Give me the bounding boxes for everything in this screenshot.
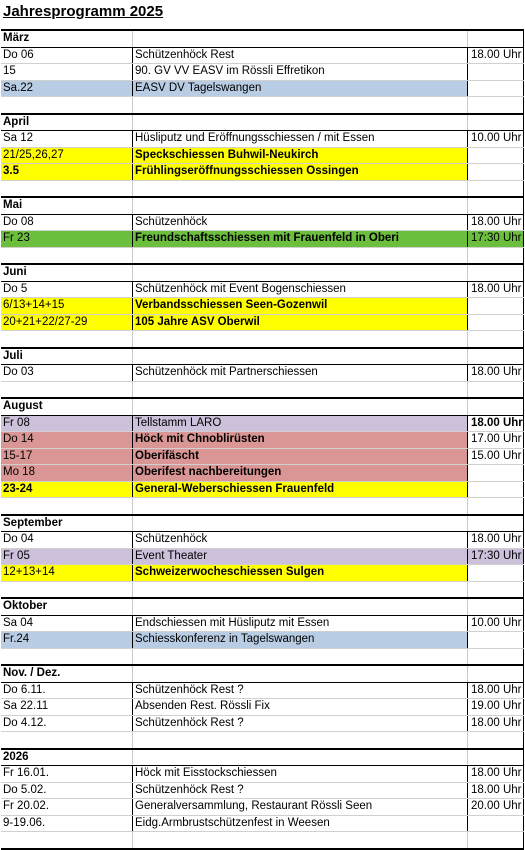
table-row: [1, 682, 524, 699]
time-cell: [467, 64, 524, 80]
date-cell: Sa 22.11: [3, 700, 49, 712]
event-cell: 90. GV VV EASV im Rössli Effretikon: [132, 64, 467, 80]
time-cell: [467, 298, 524, 314]
empty-cell: [467, 599, 524, 615]
date-cell: 15: [3, 65, 16, 77]
empty-cell: [467, 382, 524, 398]
spacer-row: [1, 330, 524, 347]
table-row: [1, 47, 524, 64]
empty-cell: [467, 181, 524, 197]
event-cell: 105 Jahre ASV Oberwil: [132, 315, 467, 331]
empty-cell: [467, 832, 524, 848]
event-cell: Schiesskonferenz in Tagelswangen: [132, 632, 467, 648]
schedule-table: [1, 29, 524, 850]
empty-cell: [132, 97, 467, 113]
empty-cell: [132, 582, 467, 598]
date-cell: 23-24: [1, 482, 132, 498]
table-row: [1, 615, 524, 632]
table-row: [1, 281, 524, 298]
section-header: [1, 347, 524, 365]
event-cell: Schützenhöck: [132, 215, 467, 231]
date-cell: Do 5: [3, 282, 28, 295]
event-cell: Absenden Rest. Rössli Fix: [132, 699, 467, 715]
date-cell: Do 03: [3, 366, 34, 378]
event-cell: Schützenhöck mit Partnerschiessen: [132, 365, 467, 381]
time-cell: 18.00 Uhr: [467, 215, 524, 231]
empty-cell: [1, 248, 132, 264]
table-bottom-border: [1, 848, 524, 850]
event-cell: Frühlingseröffnungsschiessen Ossingen: [132, 164, 467, 180]
section-header: [1, 748, 524, 766]
event-cell: Höck mit Eisstockschiessen: [132, 766, 467, 782]
date-cell: Fr 08: [1, 416, 132, 432]
time-cell: 18.00 Uhr: [467, 683, 524, 699]
event-cell: Höck mit Chnoblirüsten: [132, 432, 467, 448]
empty-cell: [467, 750, 524, 766]
section-title: Nov. / Dez.: [3, 667, 61, 679]
empty-cell: [132, 649, 467, 665]
section-title: Oktober: [3, 600, 48, 612]
empty-cell: [132, 832, 467, 848]
time-cell: 18.00 Uhr: [467, 365, 524, 381]
date-cell: 6/13+14+15: [1, 298, 132, 314]
date-cell: Fr 05: [1, 549, 132, 565]
empty-cell: [132, 331, 467, 347]
spacer-row: [1, 648, 524, 665]
empty-cell: [467, 31, 524, 47]
event-cell: Schützenhöck Rest ?: [132, 716, 467, 732]
spacer-row: [1, 96, 524, 113]
table-row: [1, 698, 524, 715]
date-cell: Do 14: [1, 432, 132, 448]
empty-cell: [467, 97, 524, 113]
time-cell: [467, 482, 524, 498]
empty-cell: [132, 399, 467, 415]
empty-cell: [1, 382, 132, 398]
section-header: [1, 113, 524, 131]
time-cell: [467, 148, 524, 164]
empty-cell: [132, 31, 467, 47]
empty-cell: [132, 599, 467, 615]
time-cell: [467, 816, 524, 832]
spacer-row: [1, 831, 524, 848]
empty-cell: [467, 248, 524, 264]
empty-cell: [132, 732, 467, 748]
empty-cell: [467, 516, 524, 532]
date-cell: Do 08: [3, 215, 34, 228]
table-row: [1, 415, 524, 432]
section-title: März: [3, 32, 30, 44]
table-row: [1, 147, 524, 164]
time-cell: 15.00 Uhr: [467, 449, 524, 465]
empty-cell: [132, 666, 467, 682]
empty-cell: [1, 181, 132, 197]
empty-cell: [467, 198, 524, 214]
empty-cell: [132, 115, 467, 131]
time-cell: 18.00 Uhr: [467, 416, 524, 432]
empty-cell: [1, 732, 132, 748]
section-header: [1, 397, 524, 415]
time-cell: 20.00 Uhr: [467, 799, 524, 815]
event-cell: Oberifest nachbereitungen: [132, 465, 467, 481]
event-cell: Tellstamm LARO: [132, 416, 467, 432]
spacer-row: [1, 381, 524, 398]
section-header: [1, 196, 524, 214]
table-row: [1, 130, 524, 147]
empty-cell: [1, 331, 132, 347]
section-title: Juli: [3, 349, 23, 362]
table-row: [1, 431, 524, 448]
date-cell: Do 4.12.: [3, 716, 47, 729]
date-cell: Do 06: [3, 48, 34, 61]
date-cell: Do 04: [3, 533, 34, 545]
empty-cell: [132, 498, 467, 514]
table-row: [1, 63, 524, 80]
date-cell: Sa.22: [1, 81, 132, 97]
date-cell: Do 5.02.: [3, 783, 47, 796]
empty-cell: [467, 115, 524, 131]
time-cell: 17:30 Uhr: [467, 231, 524, 247]
table-row: [1, 163, 524, 180]
date-cell: 12+13+14: [1, 565, 132, 581]
time-cell: [467, 465, 524, 481]
empty-cell: [467, 582, 524, 598]
section-header: [1, 514, 524, 532]
date-cell: Fr.24: [1, 632, 132, 648]
empty-cell: [132, 248, 467, 264]
date-cell: Mo 18: [1, 465, 132, 481]
table-row: [1, 481, 524, 498]
event-cell: Speckschiessen Buhwil-Neukirch: [132, 148, 467, 164]
time-cell: 18.00 Uhr: [467, 282, 524, 298]
empty-cell: [132, 265, 467, 281]
empty-cell: [1, 649, 132, 665]
time-cell: 18.00 Uhr: [467, 532, 524, 548]
table-row: [1, 314, 524, 331]
section-title: Mai: [3, 199, 23, 211]
time-cell: 17.00 Uhr: [467, 432, 524, 448]
empty-cell: [467, 498, 524, 514]
table-row: [1, 214, 524, 231]
time-cell: [467, 565, 524, 581]
table-row: [1, 297, 524, 314]
empty-cell: [132, 382, 467, 398]
empty-cell: [132, 349, 467, 365]
date-cell: 9-19.06.: [3, 816, 46, 829]
empty-cell: [132, 516, 467, 532]
table-row: [1, 715, 524, 732]
section-header: [1, 29, 524, 47]
time-cell: 10.00 Uhr: [467, 131, 524, 147]
date-cell: Sa 12: [3, 132, 34, 144]
empty-cell: [467, 666, 524, 682]
time-cell: 17:30 Uhr: [467, 549, 524, 565]
event-cell: Verbandsschiessen Seen-Gozenwil: [132, 298, 467, 314]
table-row: [1, 80, 524, 97]
empty-cell: [467, 399, 524, 415]
empty-cell: [1, 582, 132, 598]
section-title: September: [3, 516, 63, 529]
time-cell: 18.00 Uhr: [467, 48, 524, 64]
empty-cell: [1, 97, 132, 113]
date-cell: 3.5: [1, 164, 132, 180]
empty-cell: [132, 750, 467, 766]
date-cell: Fr 23: [1, 231, 132, 247]
empty-cell: [467, 265, 524, 281]
table-row: [1, 798, 524, 815]
event-cell: Schützenhöck Rest ?: [132, 783, 467, 799]
time-cell: [467, 81, 524, 97]
time-cell: 18.00 Uhr: [467, 716, 524, 732]
event-cell: General-Weberschiessen Frauenfeld: [132, 482, 467, 498]
section-header: [1, 664, 524, 682]
time-cell: 18.00 Uhr: [467, 783, 524, 799]
date-cell: 15-17: [1, 449, 132, 465]
spacer-row: [1, 731, 524, 748]
time-cell: [467, 632, 524, 648]
event-cell: Generalversammlung, Restaurant Rössli Seen: [132, 799, 467, 815]
table-row: [1, 548, 524, 565]
event-cell: Schweizerwocheschiessen Sulgen: [132, 565, 467, 581]
section-title: April: [3, 115, 30, 128]
event-cell: Oberifäscht: [132, 449, 467, 465]
table-row: [1, 765, 524, 782]
table-row: [1, 464, 524, 481]
date-cell: 20+21+22/27-29: [1, 315, 132, 331]
event-cell: Freundschaftsschiessen mit Frauenfeld in Oberi: [132, 231, 467, 247]
section-title: Juni: [3, 266, 27, 278]
event-cell: EASV DV Tagelswangen: [132, 81, 467, 97]
time-cell: 19.00 Uhr: [467, 699, 524, 715]
empty-cell: [1, 498, 132, 514]
empty-cell: [132, 198, 467, 214]
page-title: Jahresprogramm 2025: [3, 3, 164, 20]
event-cell: Schützenhöck Rest ?: [132, 683, 467, 699]
event-cell: Hüsliputz und Eröffnungsschiessen / mit Essen: [132, 131, 467, 147]
event-cell: Event Theater: [132, 549, 467, 565]
section-title: August: [3, 400, 43, 412]
event-cell: Schützenhöck mit Event Bogenschiessen: [132, 282, 467, 298]
spacer-row: [1, 581, 524, 598]
time-cell: [467, 164, 524, 180]
time-cell: 18.00 Uhr: [467, 766, 524, 782]
table-row: [1, 631, 524, 648]
table-row: [1, 782, 524, 799]
time-cell: 10.00 Uhr: [467, 616, 524, 632]
event-cell: Endschiessen mit Hüsliputz mit Essen: [132, 616, 467, 632]
table-row: [1, 364, 524, 381]
event-cell: Schützenhöck Rest: [132, 48, 467, 64]
table-row: [1, 564, 524, 581]
section-header: [1, 597, 524, 615]
table-row: [1, 531, 524, 548]
empty-cell: [132, 181, 467, 197]
date-cell: Do 6.11.: [3, 683, 46, 696]
section-header: [1, 263, 524, 281]
date-cell: 21/25,26,27: [1, 148, 132, 164]
spacer-row: [1, 497, 524, 514]
spacer-row: [1, 180, 524, 197]
empty-cell: [467, 732, 524, 748]
table-row: [1, 448, 524, 465]
spacer-row: [1, 247, 524, 264]
time-cell: [467, 315, 524, 331]
date-cell: Sa 04: [3, 616, 34, 629]
date-cell: Fr 16.01.: [3, 767, 50, 779]
section-title: 2026: [3, 750, 29, 763]
table-row: [1, 230, 524, 247]
empty-cell: [467, 649, 524, 665]
empty-cell: [467, 349, 524, 365]
empty-cell: [467, 331, 524, 347]
date-cell: Fr 20.02.: [3, 800, 50, 812]
event-cell: Schützenhöck: [132, 532, 467, 548]
empty-cell: [1, 832, 132, 848]
table-row: [1, 815, 524, 832]
event-cell: Eidg.Armbrustschützenfest in Weesen: [132, 816, 467, 832]
